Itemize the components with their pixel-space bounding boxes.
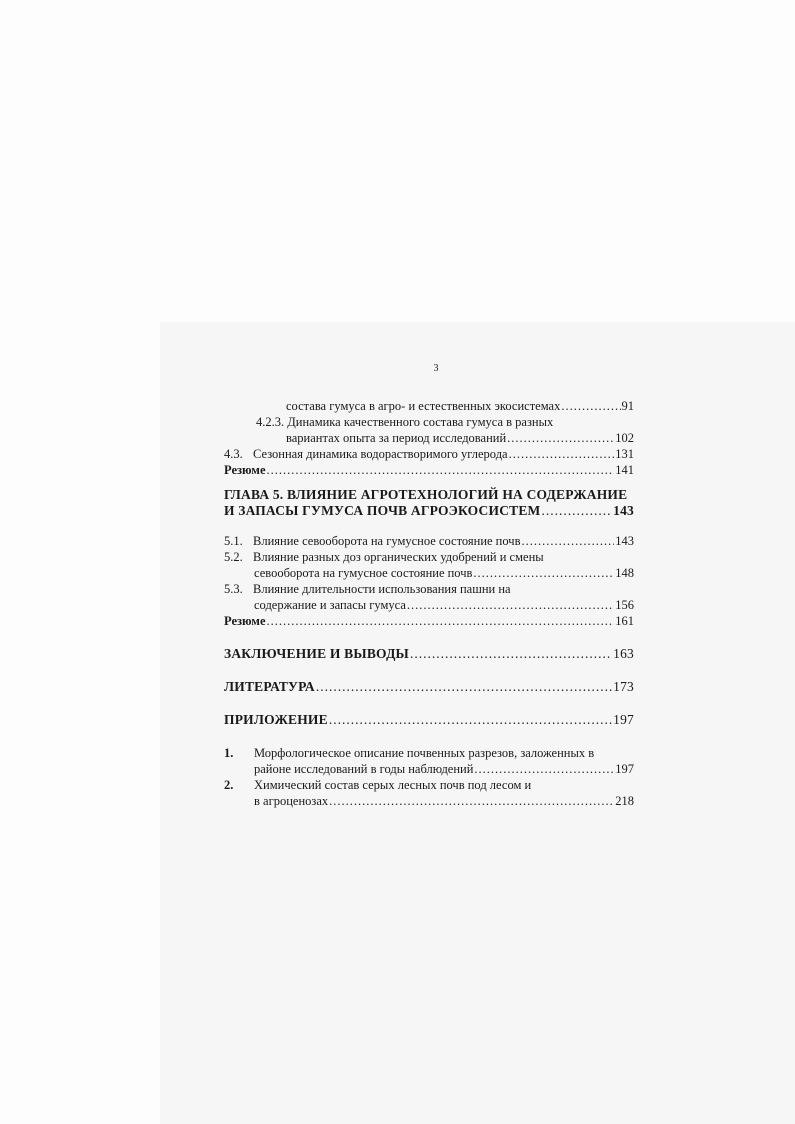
dot-leader <box>474 761 614 777</box>
toc-entry-number: 4.3. <box>224 447 243 461</box>
page-number: 3 <box>433 363 439 374</box>
dot-leader <box>473 565 614 581</box>
toc-entry-number: 5.1. <box>224 534 243 548</box>
dot-leader <box>329 712 612 728</box>
dot-leader <box>316 679 612 695</box>
toc-entry-text: Морфологическое описание почвенных разрезов, заложенных в <box>254 746 595 760</box>
toc-entry-page: 102 <box>615 431 634 445</box>
toc-entry-conclusion[interactable] <box>224 646 634 662</box>
toc-entry-text: Химический состав серых лесных почв под лесом и <box>254 778 532 792</box>
toc-entry-page: 131 <box>615 447 634 461</box>
toc-entry-appendix-2-title[interactable] <box>224 777 634 793</box>
toc-chapter-text: ГЛАВА 5. ВЛИЯНИЕ АГРОТЕХНОЛОГИЙ НА СОДЕРЖАНИЕ <box>224 487 628 502</box>
toc-entry-text: вариантах опыта за период исследований <box>286 431 507 445</box>
toc-entry-number: 5.3. <box>224 582 243 596</box>
toc-entry-page: 218 <box>615 794 634 808</box>
toc-entry-page: 156 <box>615 598 634 612</box>
toc-entry-page: 141 <box>615 463 634 477</box>
dot-leader <box>329 793 614 809</box>
toc-entry-number: 5.2. <box>224 550 243 564</box>
toc-entry-appendix-1[interactable] <box>224 761 634 777</box>
toc-entry-page: 148 <box>615 566 634 580</box>
toc-entry-text: Влияние длительности использования пашни на <box>253 582 511 596</box>
toc-entry-number: 2. <box>224 778 234 792</box>
toc-entry-4-2-3[interactable] <box>224 414 634 430</box>
toc-entry-text: в агроценозах <box>254 794 329 808</box>
toc-entry-text: состава гумуса в агро- и естественных экосистемах <box>286 399 561 413</box>
dot-leader <box>507 430 614 446</box>
dot-leader <box>509 446 615 462</box>
toc-chapter-text: И ЗАПАСЫ ГУМУСА ПОЧВ АГРОЭКОСИСТЕМ <box>224 503 541 518</box>
toc-chapter-5-title[interactable] <box>224 487 634 503</box>
toc-entry-5-3[interactable] <box>224 597 634 613</box>
toc-entry-text: Динамика качественного состава гумуса в разных <box>287 415 554 429</box>
toc-entry-page: 163 <box>613 646 634 661</box>
toc-entry-appendix-1-title[interactable] <box>224 745 634 761</box>
toc-entry-appendix-2[interactable] <box>224 793 634 809</box>
toc-entry-page: 161 <box>615 614 634 628</box>
dot-leader <box>407 597 614 613</box>
toc-entry-5-2[interactable] <box>224 565 634 581</box>
toc-entry-page: 173 <box>613 679 634 694</box>
toc-entry-number: 4.2.3. <box>256 415 285 429</box>
dot-leader <box>410 646 612 662</box>
toc-entry-appendix[interactable] <box>224 712 634 728</box>
toc-entry-text: Резюме <box>224 614 266 628</box>
toc-entry-page: 91 <box>621 399 634 413</box>
toc-chapter-text: ЗАКЛЮЧЕНИЕ И ВЫВОДЫ <box>224 646 410 661</box>
toc-entry-text: севооборота на гумусное состояние почв <box>254 566 473 580</box>
dot-leader <box>267 613 615 629</box>
toc-entry-page: 143 <box>615 534 634 548</box>
toc-entry-text: содержание и запасы гумуса <box>254 598 406 612</box>
toc-entry-5-1[interactable] <box>224 533 634 549</box>
table-of-contents <box>224 398 634 809</box>
dot-leader <box>522 533 615 549</box>
toc-entry-4-2-3-cont[interactable] <box>224 430 634 446</box>
toc-entry-page: 197 <box>615 762 634 776</box>
dot-leader <box>561 398 620 414</box>
toc-entry-text: Влияние севооборота на гумусное состояние почв <box>253 534 521 548</box>
toc-entry-resume-4[interactable] <box>224 462 634 478</box>
toc-entry-literature[interactable] <box>224 679 634 695</box>
toc-entry-text: районе исследований в годы наблюдений <box>254 762 474 776</box>
toc-entry-resume-5[interactable] <box>224 613 634 629</box>
toc-entry-4-3[interactable] <box>224 446 634 462</box>
toc-entry-page: 143 <box>613 503 634 518</box>
dot-leader <box>542 503 613 519</box>
toc-entry-text: Резюме <box>224 463 266 477</box>
toc-entry-5-3-title[interactable] <box>224 581 634 597</box>
toc-entry-5-2-title[interactable] <box>224 549 634 565</box>
toc-chapter-5[interactable] <box>224 503 634 519</box>
toc-entry-page: 197 <box>613 712 634 727</box>
dot-leader <box>267 462 615 478</box>
toc-entry-number: 1. <box>224 746 234 760</box>
toc-entry-text: Сезонная динамика водорастворимого углерода <box>253 447 508 461</box>
toc-chapter-text: ЛИТЕРАТУРА <box>224 679 315 694</box>
toc-entry-text: Влияние разных доз органических удобрений и смены <box>253 550 544 564</box>
toc-chapter-text: ПРИЛОЖЕНИЕ <box>224 712 328 727</box>
toc-entry-4-2-2-cont[interactable] <box>224 398 634 414</box>
